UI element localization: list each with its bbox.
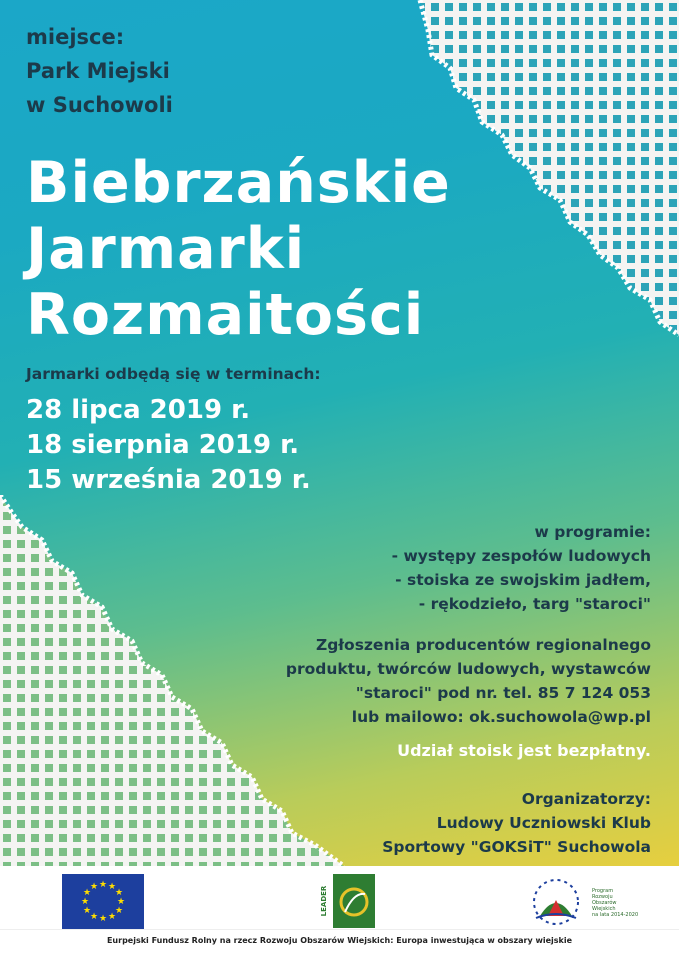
svg-text:★: ★ bbox=[114, 906, 124, 916]
sponsor-footer bbox=[0, 866, 679, 960]
event-title bbox=[26, 150, 451, 348]
svg-text:★: ★ bbox=[98, 880, 108, 890]
date-item-2: 18 sierpnia 2019 r. bbox=[26, 430, 300, 460]
contact-block bbox=[286, 633, 651, 729]
location-label: miejsce: bbox=[26, 25, 125, 49]
title-line-1: Biebrzańskie bbox=[26, 150, 451, 216]
svg-text:★: ★ bbox=[89, 912, 99, 922]
leader-label: LEADER bbox=[320, 885, 328, 917]
organizers-heading: Organizatorzy: bbox=[521, 790, 651, 808]
contact-line-1: Zgłoszenia producentów regionalnego bbox=[315, 636, 651, 654]
title-line-2: Jarmarki bbox=[26, 216, 306, 282]
location-line-2: w Suchowoli bbox=[26, 93, 173, 117]
date-item-3: 15 września 2019 r. bbox=[26, 465, 311, 495]
svg-text:★: ★ bbox=[80, 897, 90, 907]
free-note: Udział stoisk jest bezpłatny. bbox=[397, 741, 651, 760]
program-block bbox=[392, 520, 651, 616]
title-line-3: Rozmaitości bbox=[26, 282, 425, 348]
leader-logo bbox=[317, 872, 377, 930]
svg-text:★: ★ bbox=[89, 882, 99, 892]
prow-line-1: Program bbox=[592, 888, 614, 894]
svg-text:★: ★ bbox=[82, 906, 92, 916]
eu-stars-icon bbox=[62, 874, 144, 929]
contact-line-2: produktu, twórców ludowych, wystawców bbox=[285, 660, 651, 678]
program-item-1: - występy zespołów ludowych bbox=[391, 547, 651, 565]
dates-intro: Jarmarki odbędą się w terminach: bbox=[26, 365, 321, 383]
program-item-3: - rękodzieło, targ "staroci" bbox=[418, 595, 651, 613]
dates-list bbox=[26, 393, 311, 498]
location-block bbox=[26, 20, 173, 122]
eu-flag-logo bbox=[62, 874, 144, 929]
prow-line-4: Wiejskich bbox=[592, 906, 616, 912]
organizers-line-2: Sportowy "GOKSiT" Suchowola bbox=[382, 838, 651, 856]
contact-line-3: "staroci" pod nr. tel. 85 7 124 053 bbox=[355, 684, 651, 702]
organizers-block bbox=[382, 787, 651, 859]
svg-text:★: ★ bbox=[107, 882, 117, 892]
date-item-1: 28 lipca 2019 r. bbox=[26, 395, 251, 425]
prow-line-2: Rozwoju bbox=[592, 894, 613, 900]
program-heading: w programie: bbox=[534, 523, 651, 541]
svg-text:★: ★ bbox=[116, 897, 126, 907]
svg-text:★: ★ bbox=[98, 914, 108, 924]
footer-caption: Eurpejski Fundusz Rolny na rzecz Rozwoju Obszarów Wiejskich: Europa inwestująca w obszary wiejskie bbox=[106, 936, 573, 945]
svg-text:★: ★ bbox=[114, 888, 124, 898]
prow-line-5: na lata 2014-2020 bbox=[592, 912, 639, 918]
prow-caption bbox=[592, 888, 638, 918]
location-line-1: Park Miejski bbox=[26, 59, 170, 83]
svg-text:★: ★ bbox=[82, 888, 92, 898]
footer-divider bbox=[0, 929, 679, 930]
program-item-2: - stoiska ze swojskim jadłem, bbox=[395, 571, 651, 589]
contact-line-4: lub mailowo: ok.suchowola@wp.pl bbox=[351, 708, 651, 726]
prow-line-3: Obszarów bbox=[592, 900, 617, 906]
organizers-line-1: Ludowy Uczniowski Klub bbox=[436, 814, 651, 832]
svg-text:★: ★ bbox=[107, 912, 117, 922]
